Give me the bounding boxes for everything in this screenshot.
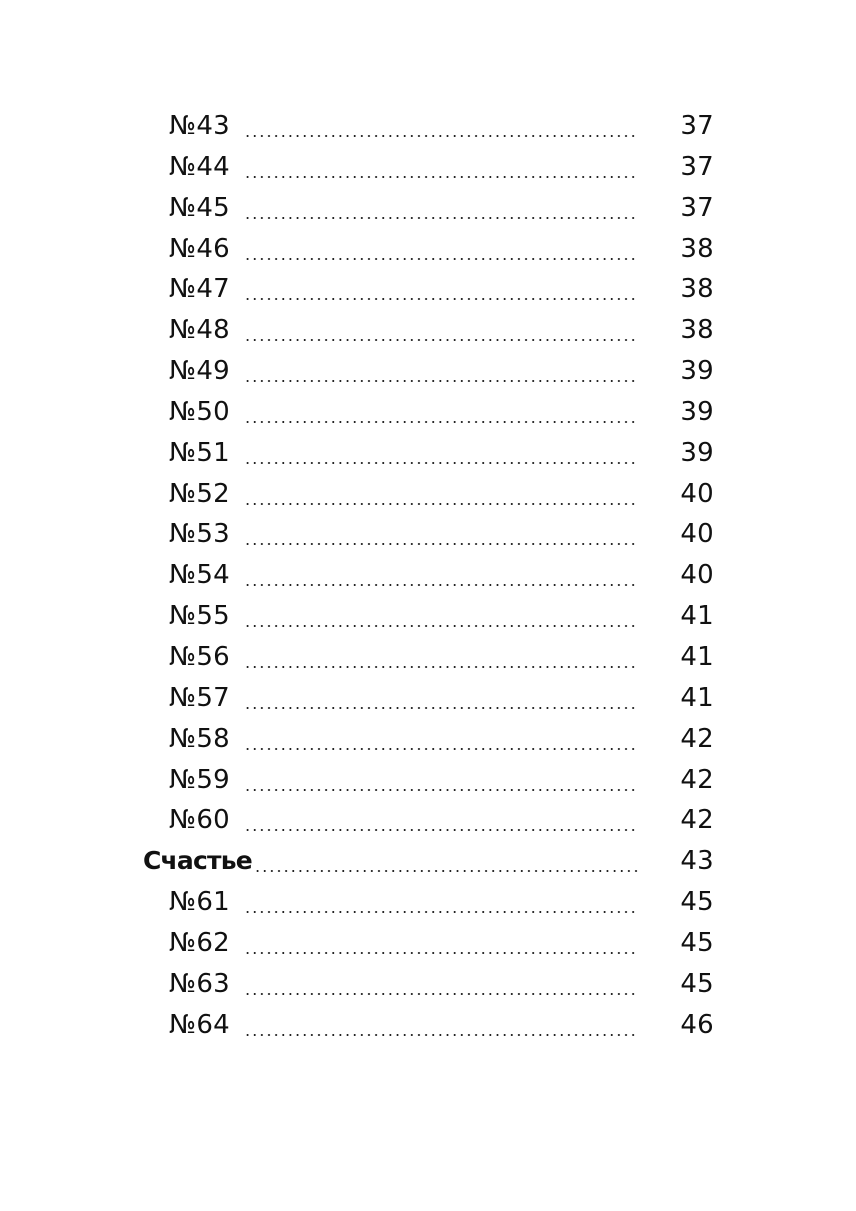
toc-entry[interactable] (0, 964, 856, 1005)
toc-entry[interactable] (0, 1005, 856, 1046)
page-number: 38 (680, 315, 714, 346)
dot-leader (244, 176, 639, 178)
page-number: 39 (680, 396, 714, 427)
dot-leader (244, 135, 639, 137)
entry-title: №45 (169, 192, 231, 223)
dot-leader (244, 584, 639, 586)
entry-title: №48 (169, 315, 231, 346)
toc-entry[interactable] (0, 678, 856, 719)
page-number: 37 (680, 151, 714, 182)
dot-leader (244, 666, 639, 668)
entry-title: №55 (169, 601, 231, 632)
page-number: 38 (680, 274, 714, 305)
dot-leader (244, 258, 639, 260)
toc-entry[interactable] (0, 719, 856, 760)
entry-title: №54 (169, 560, 231, 591)
toc-entry[interactable] (0, 147, 856, 188)
dot-leader (244, 829, 639, 831)
page-number: 45 (680, 927, 714, 958)
dot-leader (244, 421, 639, 423)
entry-title: №60 (169, 805, 231, 836)
entry-title: №52 (169, 478, 231, 509)
table-of-contents (0, 106, 856, 1045)
entry-title: №59 (169, 764, 231, 795)
dot-leader (244, 298, 639, 300)
dot-leader (244, 707, 639, 709)
toc-entry[interactable] (0, 800, 856, 841)
page-number: 40 (680, 560, 714, 591)
entry-title: №63 (169, 968, 231, 999)
toc-entry[interactable] (0, 229, 856, 270)
dot-leader (244, 217, 639, 219)
page-number: 45 (680, 968, 714, 999)
dot-leader (244, 462, 639, 464)
toc-entry[interactable] (0, 106, 856, 147)
toc-entry[interactable] (0, 310, 856, 351)
toc-entry[interactable] (0, 474, 856, 515)
toc-entry[interactable] (0, 596, 856, 637)
dot-leader (244, 339, 639, 341)
dot-leader (244, 993, 639, 995)
entry-title: №62 (169, 927, 231, 958)
page-number: 37 (680, 192, 714, 223)
page-number: 37 (680, 111, 714, 141)
entry-title: №56 (169, 641, 231, 672)
toc-entry[interactable] (0, 351, 856, 392)
dot-leader (244, 380, 639, 382)
entry-title: №64 (169, 1009, 231, 1040)
page-number: 38 (680, 233, 714, 264)
dot-leader (244, 911, 639, 913)
entry-title: №58 (169, 723, 231, 754)
toc-entry[interactable] (0, 269, 856, 310)
toc-entry[interactable] (0, 637, 856, 678)
page-number: 41 (680, 641, 714, 672)
toc-entry[interactable] (0, 392, 856, 433)
entry-title: №53 (169, 519, 231, 550)
dot-leader (244, 1034, 639, 1036)
entry-title: №43 (169, 111, 231, 141)
dot-leader (244, 789, 639, 791)
entry-title: №50 (169, 396, 231, 427)
page-number: 42 (680, 723, 714, 754)
dot-leader (244, 543, 639, 545)
entry-title: №61 (169, 887, 231, 918)
section-title: Счастье (143, 846, 252, 876)
page-number: 40 (680, 519, 714, 550)
toc-entry[interactable] (0, 514, 856, 555)
toc-entry[interactable] (0, 188, 856, 229)
page-number: 41 (680, 682, 714, 713)
toc-entry[interactable] (0, 555, 856, 596)
toc-entry[interactable] (0, 882, 856, 923)
page-number: 39 (680, 356, 714, 387)
dot-leader (254, 870, 639, 872)
entry-title: №47 (169, 274, 231, 305)
page-number: 46 (680, 1009, 714, 1040)
entry-title: №49 (169, 356, 231, 387)
dot-leader (244, 503, 639, 505)
page-number: 41 (680, 601, 714, 632)
page-number: 43 (680, 846, 714, 877)
toc-section-entry[interactable] (0, 841, 856, 882)
dot-leader (244, 748, 639, 750)
page-number: 45 (680, 887, 714, 918)
entry-title: №46 (169, 233, 231, 264)
page-number: 39 (680, 437, 714, 468)
entry-title: №57 (169, 682, 231, 713)
page-number: 42 (680, 764, 714, 795)
page-number: 42 (680, 805, 714, 836)
entry-title: №51 (169, 437, 231, 468)
dot-leader (244, 625, 639, 627)
toc-entry[interactable] (0, 923, 856, 964)
toc-entry[interactable] (0, 433, 856, 474)
toc-entry[interactable] (0, 760, 856, 801)
entry-title: №44 (169, 151, 231, 182)
dot-leader (244, 952, 639, 954)
page-number: 40 (680, 478, 714, 509)
